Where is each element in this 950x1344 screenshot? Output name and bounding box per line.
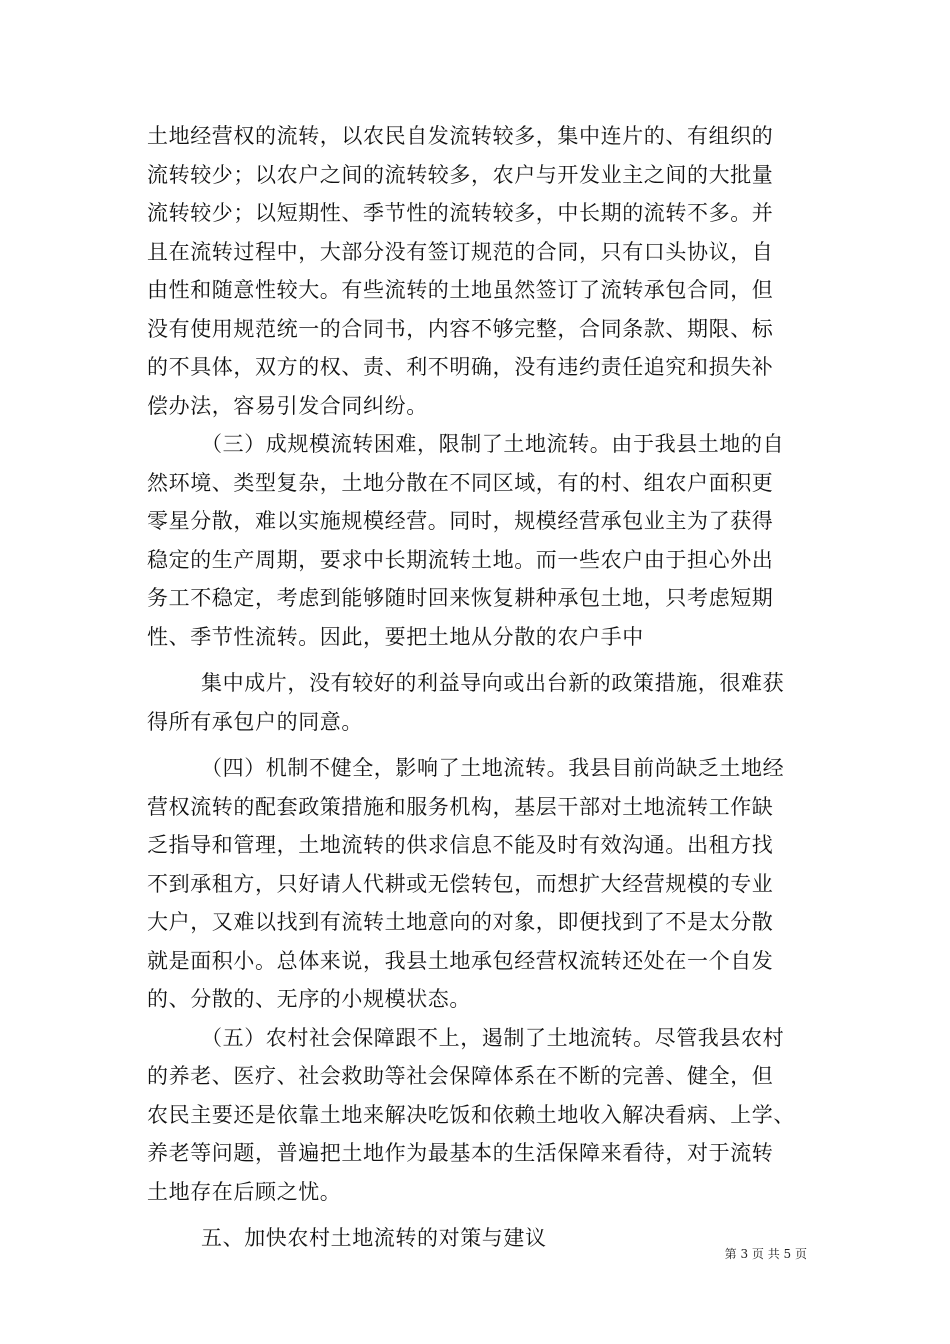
paragraph-heading-3: （三）成规模流转困难，限制了土地流转。由于我县土地的自 [201, 432, 785, 456]
text-line: 偿办法，容易引发合同纠纷。 [147, 393, 428, 418]
text-line: 土地存在后顾之忧。 [147, 1179, 342, 1204]
text-line: 大户，又难以找到有流转土地意向的对象，即便找到了不是太分散 [147, 910, 774, 934]
text-line: 养老等问题，普遍把土地作为最基本的生活保障来看待，对于流转 [147, 1141, 774, 1165]
page-number-footer: 第 3 页 共 5 页 [724, 1247, 807, 1261]
text-line: 的、分散的、无序的小规模状态。 [147, 987, 471, 1011]
text-line: 营权流转的配套政策措施和服务机构，基层干部对土地流转工作缺 [147, 794, 774, 819]
text-line: 乏指导和管理，土地流转的供求信息不能及时有效沟通。出租方找 [147, 833, 774, 857]
text-line: 集中成片，没有较好的利益导向或出台新的政策措施，很难获 [201, 671, 785, 695]
paragraph-heading-4: （四）机制不健全，影响了土地流转。我县目前尚缺乏土地经 [201, 756, 785, 780]
text-line: 务工不稳定，考虑到能够随时回来恢复耕种承包土地，只考虑短期 [147, 586, 774, 610]
text-line: 的养老、医疗、社会救助等社会保障体系在不断的完善、健全，但 [147, 1064, 774, 1088]
text-line: 土地经营权的流转，以农民自发流转较多，集中连片的、有组织的 [147, 124, 774, 148]
text-line: 没有使用规范统一的合同书，内容不够完整，合同条款、期限、标 [147, 316, 774, 341]
text-line: 由性和随意性较大。有些流转的土地虽然签订了流转承包合同，但 [147, 278, 774, 302]
document-body [147, 117, 807, 1258]
text-line: 且在流转过程中，大部分没有签订规范的合同，只有口头协议，自 [147, 239, 774, 264]
text-line: 流转较少；以农户之间的流转较多，农户与开发业主之间的大批量 [147, 162, 774, 187]
text-line: 流转较少；以短期性、季节性的流转较多，中长期的流转不多。并 [147, 201, 774, 225]
text-line: 农民主要还是依靠土地来解决吃饭和依赖土地收入解决看病、上学、 [147, 1102, 795, 1127]
text-line: 然环境、类型复杂，土地分散在不同区域，有的村、组农户面积更 [147, 470, 774, 495]
text-line: 性、季节性流转。因此，要把土地从分散的农户手中 [147, 624, 644, 649]
section-heading: 五、加快农村土地流转的对策与建议 [201, 1226, 547, 1250]
text-line: 稳定的生产周期，要求中长期流转土地。而一些农户由于担心外出 [147, 547, 774, 572]
text-line: 就是面积小。总体来说，我县土地承包经营权流转还处在一个自发 [147, 948, 774, 973]
text-line: 不到承租方，只好请人代耕或无偿转包，而想扩大经营规模的专业 [147, 871, 774, 896]
text-line: 零星分散，难以实施规模经营。同时，规模经营承包业主为了获得 [147, 509, 774, 533]
paragraph-heading-5: （五）农村社会保障跟不上，遏制了土地流转。尽管我县农村 [201, 1025, 785, 1050]
text-line: 的不具体，双方的权、责、利不明确，没有违约责任追究和损失补 [147, 355, 774, 379]
text-line: 得所有承包户的同意。 [147, 709, 363, 734]
